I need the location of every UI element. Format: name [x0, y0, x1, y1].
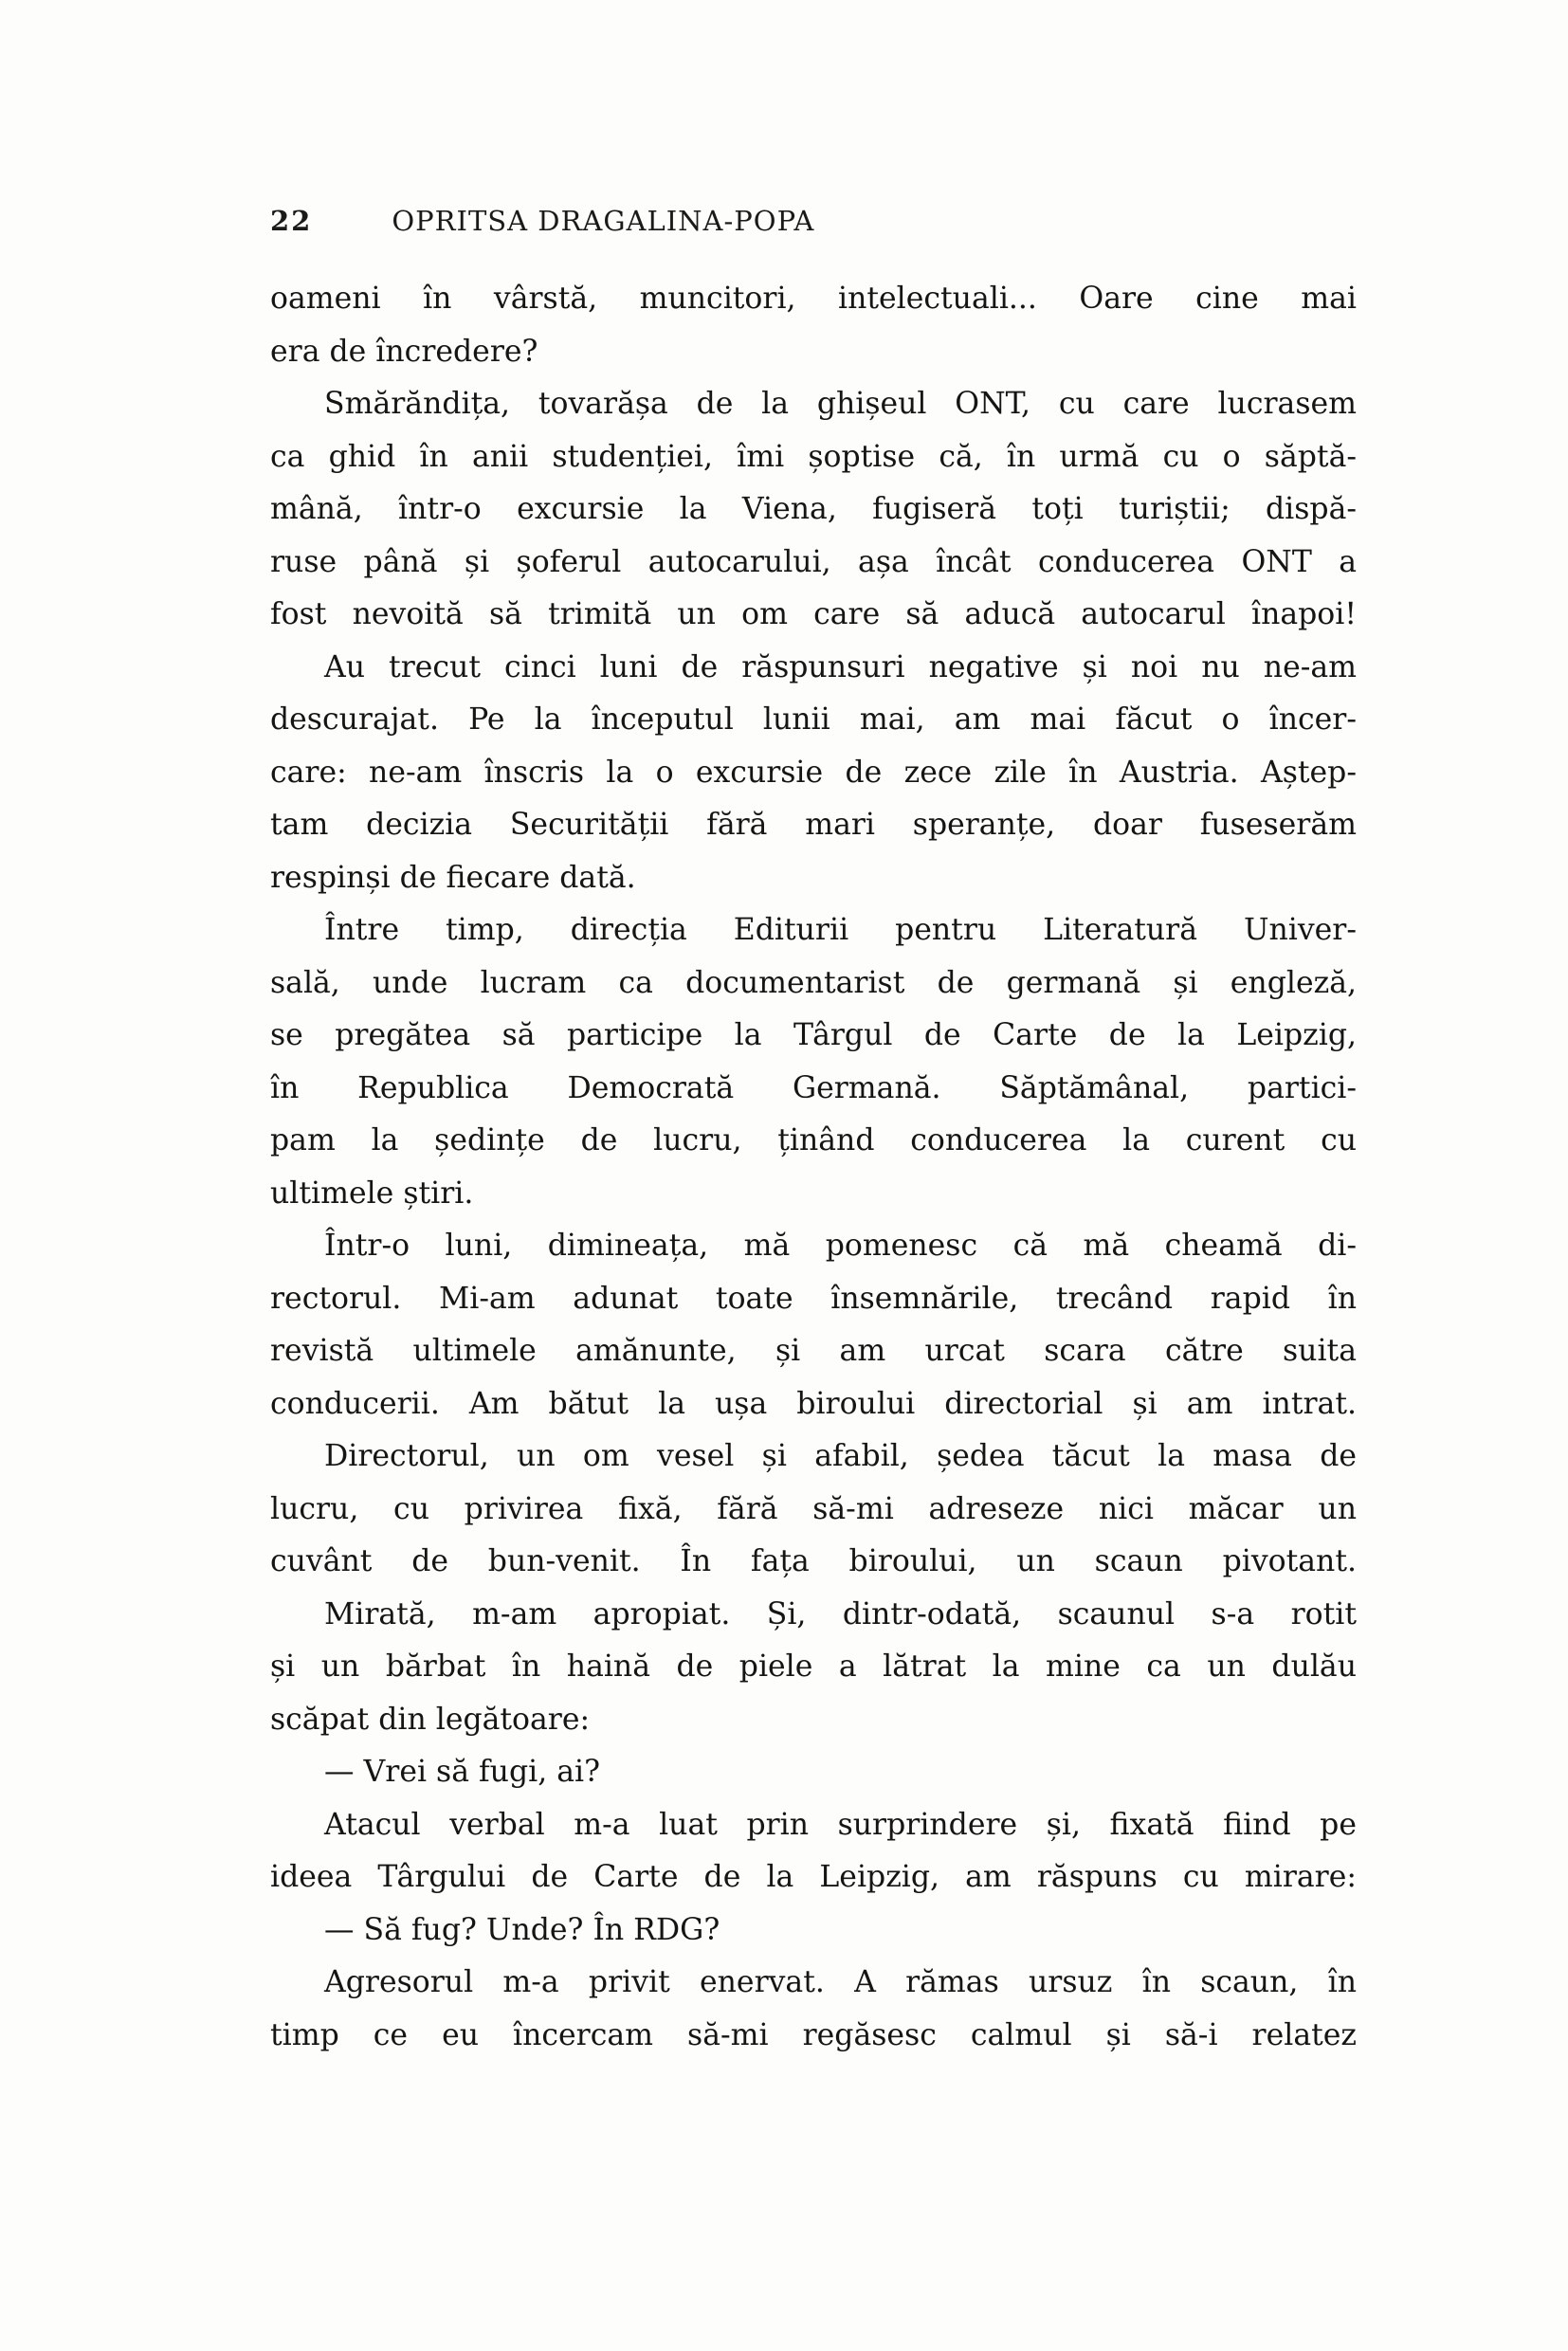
page-header	[270, 205, 815, 237]
text-line: fost nevoită să trimită un om care să aducă autocarul înapoi!	[270, 597, 1357, 631]
paragraph	[270, 273, 1357, 378]
text-line: ultimele știri.	[270, 1176, 474, 1211]
page-number: 22	[270, 205, 313, 237]
text-line: — Vrei să fugi, ai?	[324, 1755, 600, 1789]
text-line: respinși de fiecare dată.	[270, 860, 636, 895]
body-text	[270, 273, 1357, 2062]
text-line: Agresorul m-a privit enervat. A rămas ursuz în scaun, în	[324, 1965, 1357, 1999]
text-line: cuvânt de bun-venit. În fața biroului, un scaun pivotant.	[270, 1544, 1357, 1578]
text-line: timp ce eu încercam să-mi regăsesc calmul și să-i relatez	[270, 2017, 1357, 2052]
text-line: care: ne-am înscris la o excursie de zece zile în Austria. Aștep-	[270, 755, 1357, 790]
paragraph	[270, 1746, 1357, 1799]
paragraph	[270, 904, 1357, 1220]
text-line: rectorul. Mi-am adunat toate însemnările, trecând rapid în	[270, 1281, 1357, 1316]
text-line: mână, într-o excursie la Viena, fugiseră toți turiștii; dispă-	[270, 492, 1357, 526]
text-line: scăpat din legătoare:	[270, 1702, 591, 1737]
paragraph	[270, 1904, 1357, 1958]
text-line: ca ghid în anii studenției, îmi șoptise că, în urmă cu o săptă-	[270, 439, 1357, 474]
text-line: — Să fug? Unde? În RDG?	[324, 1912, 720, 1947]
text-line: era de încredere?	[270, 334, 538, 369]
paragraph	[270, 642, 1357, 905]
text-line: ruse până și șoferul autocarului, așa încât conducerea ONT a	[270, 544, 1357, 579]
text-line: se pregătea să participe la Târgul de Carte de la Leipzig,	[270, 1018, 1357, 1052]
text-line: tam decizia Securității fără mari speranțe, doar fuseserăm	[270, 808, 1357, 842]
text-line: lucru, cu privirea fixă, fără să-mi adreseze nici măcar un	[270, 1491, 1357, 1526]
paragraph	[270, 1431, 1357, 1589]
paragraph	[270, 1589, 1357, 1747]
paragraph	[270, 378, 1357, 642]
text-line: oameni în vârstă, muncitori, intelectuali... Oare cine mai	[270, 282, 1357, 316]
text-line: Au trecut cinci luni de răspunsuri negative și noi nu ne-am	[324, 649, 1357, 684]
text-line: Între timp, direcția Editurii pentru Literatură Univer-	[324, 913, 1357, 947]
text-line: Smărăndița, tovarășa de la ghișeul ONT, cu care lucrasem	[324, 387, 1357, 421]
running-title: OPRITSA DRAGALINA-POPA	[392, 205, 815, 237]
paragraph	[270, 1799, 1357, 1904]
text-line: descurajat. Pe la începutul lunii mai, am mai făcut o încer-	[270, 702, 1357, 737]
text-line: Într-o luni, dimineața, mă pomenesc că mă cheamă di-	[324, 1229, 1357, 1263]
text-line: pam la ședințe de lucru, ținând conducerea la curent cu	[270, 1123, 1357, 1157]
paragraph	[270, 1220, 1357, 1431]
text-line: ideea Târgului de Carte de la Leipzig, am răspuns cu mirare:	[270, 1860, 1357, 1894]
text-line: Directorul, un om vesel și afabil, ședea tăcut la masa de	[324, 1439, 1357, 1473]
paragraph	[270, 1957, 1357, 2062]
text-line: și un bărbat în haină de piele a lătrat la mine ca un dulău	[270, 1649, 1357, 1684]
text-line: revistă ultimele amănunte, și am urcat scara către suita	[270, 1334, 1357, 1368]
text-line: în Republica Democrată Germană. Săptămânal, partici-	[270, 1070, 1357, 1105]
text-line: Mirată, m-am apropiat. Și, dintr-odată, scaunul s-a rotit	[324, 1596, 1357, 1631]
text-line: conducerii. Am bătut la ușa biroului directorial și am intrat.	[270, 1386, 1357, 1421]
text-line: sală, unde lucram ca documentarist de germană și engleză,	[270, 965, 1357, 1000]
text-line: Atacul verbal m-a luat prin surprindere și, fixată fiind pe	[324, 1807, 1357, 1842]
